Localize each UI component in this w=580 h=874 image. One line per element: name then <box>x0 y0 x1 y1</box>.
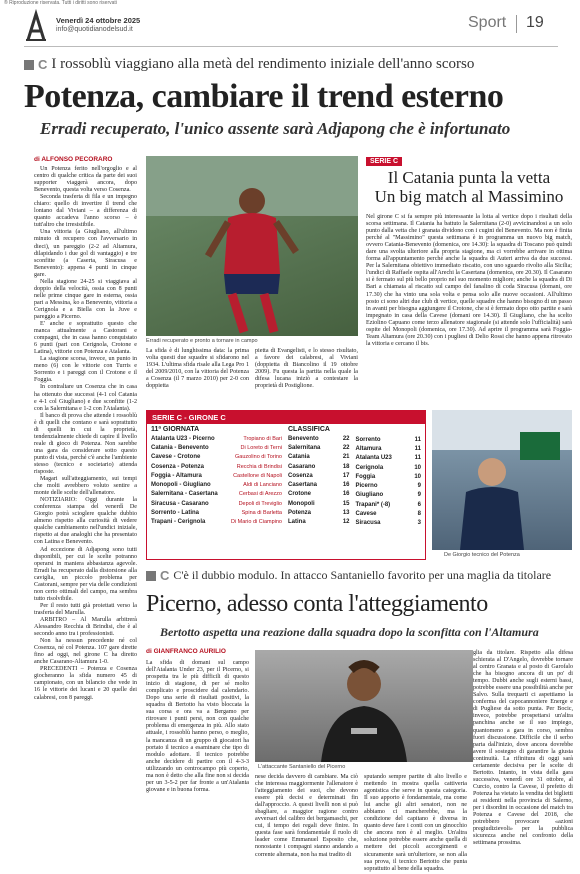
santaniello-photo <box>255 650 473 762</box>
team-name: Cosenza <box>287 472 313 479</box>
picerno-col2: nese decida davvero di cambiare. Ma ciò che interessa maggiormente l'allenatore è l'atteggiamento dei suoi, che devono essere più decisi e determinati fin dall'approccio. A questi livelli non si può sbagliare, a maggior ragione contro avversari del calibro dei bergamaschi, per cui, il tempo dei regali deve finire. In questa fase sarà fondamentale il ruolo di leader come Emmanuel Esposito che, nonostante i compagni stanno andando a corrente alternata, non ha mai tradito di <box>255 774 358 858</box>
standing-row <box>288 508 350 517</box>
standing-row <box>288 480 350 489</box>
standing-row <box>356 481 422 490</box>
match-referee: Tropiano di Bari <box>243 435 282 442</box>
issue-date: Venerdì 24 ottobre 2025 <box>56 16 141 25</box>
team-points: 15 <box>342 500 350 507</box>
team-name: Catania <box>287 454 310 461</box>
erradi-photo <box>146 156 358 336</box>
picerno-kicker-row <box>146 568 551 583</box>
masthead <box>0 8 580 52</box>
standing-row <box>356 500 422 509</box>
main-headline: Potenza, cambiare il trend esterno <box>24 78 504 115</box>
match-name: Foggia - Altamura <box>151 472 202 479</box>
paragraph: NOTIZIARIO: Oggi durante la conferenza stampa del venerdì De Giorgio potrà scioglere qualche dubbio almeno rispetto alla curiosità di vedere qualche cambiamento nell'undici iniziale, rispetto ai due analoghi che ha presentato con Latina e Benevento. <box>34 497 137 546</box>
standing-row <box>288 434 350 443</box>
result-row <box>151 490 282 499</box>
paragraph: La stagione scorsa, invece, un punto in meno (6) con le vittorie con Turris e Sorrento e i pareggi con il Crotone e il Foggia. <box>34 356 137 384</box>
match-name: Sorrento - Latina <box>151 510 200 517</box>
paragraph: ARBITRO – Al Marulla arbitrerà Alessandro Recchia di Brindisi, che è al secondo anno tra i professionisti. <box>34 617 137 638</box>
team-name: Casertana <box>287 482 317 489</box>
team-name: Potenza <box>287 510 311 517</box>
result-row <box>151 499 282 508</box>
results-column <box>151 426 282 528</box>
newspaper-logo-icon <box>24 12 48 42</box>
standing-row <box>288 462 350 471</box>
results-box <box>146 410 426 560</box>
standing-row <box>288 443 350 452</box>
player-portrait-icon <box>255 650 473 762</box>
match-name: Siracusa - Casarano <box>151 500 209 507</box>
paragraph: Seconda trasferta di fila e un impegno chiaro: quello di invertire il trend che lontano dal Viviani – a differenza di quanto accadeva l'anno scorso – è tutt'altro che irresistibile. <box>34 194 137 229</box>
main-col2: La sfida è di lunghissima data: la prima volta questi due squadre si sfidarono nel 1934. L'ultima sfida risale alla Lega Pro 1 del 2009/2010, con la vittoria del Potenza a Cosenza (il 7 marzo 2010) per 2-0 con doppietta <box>146 348 249 390</box>
team-name: Altamura <box>355 445 382 452</box>
picerno-col3: sputando sempre partite di alto livello e mettendo in mostra quella cattiveria agonistica che serve in questa categoria. Il suo apporto è fondamentale, ma come lui anche gli altri senatori, non ne abbiamo ci mancherebbe, ma la condizione del capitano è diversa in quanto deve fare i conti con un ginocchio che ancora non è al meglio. Un'altra soluzione potrebbe essere anche quella di mettere dei piccoli accorgimenti e sicuramente sarà un'ulteriore, se non alla sua prova, il tecnico Bertotto che punta soprattutto al bene della squadra. <box>364 774 467 872</box>
match-name: Cavese - Crotone <box>151 454 201 461</box>
team-name: Salernitana <box>287 444 321 451</box>
team-points: 17 <box>342 472 350 479</box>
match-referee: Di Mario di Ciampino <box>230 519 282 526</box>
picerno-col1: La sfida di domani sul campo dell'Atalanta Under 23, per il Picerno, si prospetta tra le più difficili di questo inizio di stagione, di per sé molto complicato e proscidere dal calendario. Dopo una serie di risultati positivi, la squadra di Bertotto ha visto bloccata la sua corsa e ora va a Bergamo per ritrovare i punti persi, non con qualche problema di emergenza in più. Allo stato attuale, i rossoblù hanno perso, o meglio, la mancanza di un gruppo di giocatori ha portato il tecnico a esaminare che tipo di modulo adottare. Il tecnico potrebbe anche decidere di partire con il 4-3-3 utilizzando un centrocampo più coperto, ma non è detto che alla fine non si decida per un 3-5-2 per far fronte a un'Atalanta giovane e in buona forma. <box>146 660 249 793</box>
team-name: Monopoli <box>287 500 315 507</box>
paragraph: In contraltare un Cosenza che in casa ha ottenuto due successi (4-1 col Catania e 4-1 col Giugliano) e due sconfitte (1-2 con la Salernitana e 1-2 con l'Atalanta). <box>34 384 137 412</box>
page-number: 19 <box>526 14 544 31</box>
paragraph: E' anche e soprattutto questo che manca attualmente a Castorani e compagni, che in casa hanno conquistato 6 punti (pari con Cerignola, Crotone e Latina), vittorie con Potenza e Atalanta. <box>34 321 137 356</box>
match-name: Monopoli - Giugliano <box>151 482 211 489</box>
paragraph: Un Potenza ferito nell'orgoglio e al centro di qualche critica da parte dei suoi supporter viaggerà ancora, dopo Benevento, questa volta verso Cosenza. <box>34 166 137 194</box>
team-name: Benevento <box>287 435 319 442</box>
team-points: 18 <box>342 463 350 470</box>
match-referee: Depoli di Treviglio <box>238 500 282 507</box>
result-row <box>151 480 282 489</box>
catania-section-label: SERIE C <box>366 157 402 166</box>
main-subhead: Erradi recuperato, l'unico assente sarà Adjapong che è infortunato <box>40 119 511 138</box>
result-row <box>151 471 282 480</box>
team-points: 10 <box>414 473 421 480</box>
team-points: 11 <box>414 455 421 462</box>
standing-row <box>356 519 422 528</box>
match-name: Cosenza - Potenza <box>151 463 205 470</box>
standing-row <box>356 509 422 518</box>
section-name: Sport <box>468 14 507 31</box>
photo-caption: Erradi recuperato e pronto a tornare in campo <box>146 338 258 344</box>
catania-headline: Il Catania punta la vetta Un big match al Massimino <box>374 168 564 206</box>
contact-email[interactable]: info@quotidianodelsud.it <box>56 26 133 33</box>
player-figure-icon <box>146 156 358 336</box>
team-points: 16 <box>342 491 350 498</box>
team-points: 11 <box>414 436 421 443</box>
match-referee: Di Loreto di Terni <box>240 444 282 451</box>
standing-row <box>356 444 422 453</box>
result-row <box>151 518 282 527</box>
standings-right <box>356 426 422 528</box>
result-row <box>151 508 282 517</box>
match-referee: Recchia di Brindisi <box>236 463 282 470</box>
standings-title: CLASSIFICA <box>287 426 330 433</box>
match-referee: Aldi di Lanciano <box>243 482 282 489</box>
main-kicker: I rossoblù viaggiano alla metà del rendimento iniziale dell'anno scorso <box>51 56 475 72</box>
masthead-separator <box>516 15 517 33</box>
paragraph: Magari sull'atteggiamento, sui tempi che molti avrebbero voluto sentire a monte delle scelte dell'allenatore. <box>34 476 137 497</box>
team-points: 10 <box>414 464 421 471</box>
round-title: 11ª GIORNATA <box>151 426 200 433</box>
team-name: Cavese <box>355 511 377 518</box>
copyright-notice: ® Riproduzione riservata. Tutti i diritti sono riservati <box>4 0 117 6</box>
standing-row <box>288 453 350 462</box>
team-points: 12 <box>342 519 350 526</box>
coach-photo <box>432 410 572 550</box>
team-name: Trapani* (-8) <box>355 501 391 508</box>
coach-figure-icon <box>432 410 572 550</box>
picerno-col4: glia da titolare. Rispetto alla difesa schierata al D'Angelo, dovrebbe tornare al centro Granata e al posto di Garofalo che ha bisogno ancora di un po' di tempo. Dubbi anche sugli esterni bassi, potrebbe essere una possibilità anche per Salvo. Sulla trequarti ci aspettiamo la conferma del capocannoniere Energe e di Pugliese da sotto punta. Per Bocic, invece, potrebbe prospettarsi un'altra panchina anche se il suo impiego, quantomeno a gara in corso, sembra fuori discussione. Difficile che il serbo parta dall'inizio, dove ancora dovrebbe avere il sostegno di garantire la giusta continuità. La rifinitura di oggi sarà certamente decisiva per le scelte di Bertotto. Intanto, in vista della gara successiva, venerdì ore 31 ottobre, al Curcio, contro la Cavese, il prefetto di Potenza ha vietato la vendita dei biglietti ai residenti nella provincia di Salerno, per i disordini in occasione del match tra Potenza e Cavese del 2018, che potrebbero provocare «azioni pregiudizievoli» per la pubblica sicurezza anche nel confronto della settimana prossima. <box>473 650 573 847</box>
standings-right-list <box>356 435 422 528</box>
paragraph: Non ha nessun precedente né col Cosenza, né col Potenza. 107 gare dirette fino ad oggi, nel girone C ha diretto anche Casarano-Altamura 1-0. <box>34 638 137 666</box>
team-points: 9 <box>417 483 421 490</box>
match-name: Salernitana - Casertana <box>151 491 218 498</box>
team-points: 16 <box>342 482 350 489</box>
team-name: Crotone <box>287 491 311 498</box>
catania-text: Nel girone C si fa sempre più interessante la lotta al vertice dopo i risultati della scorsa settimana. Il Catania ha battuto la Salernitana (2-0) avvicinandosi a un solo punto dalla vetta che i granata dividono con i cugini del Benevento. Ma non è finita perché al "Massimino" questa settimana è in programma un nuovo big match, ovvero Catania-Benevento (domenica, ore 14.30): la squadra di Toscano può quindi dare una svolta ulteriore alla propria stagione, ma ci vorrebbe arrivare in ottima forma all'appuntamento perché anche la squadra di Auteri arriva da due successi. Per la Salernitana obiettivo immediato riscatto, con uno sguardo rivolto alla Sicilia; l'undici di Raffaele ospita all'Arechi la Casertana (domenica, ore 20.30). Il Casarano si è fermato sul più bello proprio nel suo momento migliore; anche la squadra di Di Bari a chiamata al riscatto sul campo del fanalino di coda Siracusa (domani, ore 17.30) che ha vinto una sola volta e pensa solo alle nuove occasioni. All'ultimo posto ci sono altri due club di vertice, quelle squadre che hanno bisogno di un passo in avanti per bisogna aggiungere il Crotone, che si è fermato dopo otto partite e sarà impegnato in casa della Cavese (domani ore 14.30). Il Giugliano, che ha scelto Eziolino Capuano come terzo allenatore stagionale (si attende solo l'ufficialità) sarà ospite del Monopoli (domenica, ore 17.30). Ad aprire il programma sarà Foggia-Team Altamura (ore 20.30) con i pugliesi di Delio Rossi che hanno appena ritrovato la vittoria e cercano il bis. <box>366 214 572 347</box>
team-name: Foggia <box>355 473 376 480</box>
standings-left-list <box>288 434 350 527</box>
picerno-kicker: C'è il dubbio modulo. In attacco Santaniello favorito per una maglia da titolare <box>173 568 552 582</box>
square-bullet-icon <box>24 60 34 70</box>
standings-left <box>288 426 350 528</box>
standing-row <box>288 471 350 480</box>
team-points: 8 <box>417 511 421 518</box>
main-col1 <box>34 166 137 866</box>
team-points: 21 <box>342 454 350 461</box>
picerno-headline: Picerno, adesso conta l'atteggiamento <box>146 591 488 617</box>
section-badge: C <box>38 57 48 72</box>
team-points: 6 <box>417 501 421 508</box>
standing-row <box>356 454 422 463</box>
match-referee: Spina di Barletta <box>241 510 282 517</box>
paragraph: Una vittoria (a Giugliano, all'ultimo minuto di recupero con l'avversario in dieci), un pareggio (2-2 ad Altamura, dilapidando i due gol di vantaggio) e tre sconfitte (a Caserta, Siracusa e Benevento): appena 4 punti in cinque gare. <box>34 229 137 278</box>
standing-row <box>356 435 422 444</box>
match-referee: Castellone di Napoli <box>233 472 282 479</box>
match-name: Atalanta U23 - Picerno <box>151 435 215 442</box>
match-name: Catania - Benevento <box>151 444 209 451</box>
standing-row <box>356 491 422 500</box>
team-points: 11 <box>414 445 421 452</box>
standing-row <box>288 490 350 499</box>
coach-caption: De Giorgio tecnico del Potenza <box>444 552 520 558</box>
team-name: Casarano <box>287 463 316 470</box>
standing-row <box>356 463 422 472</box>
team-points: 22 <box>342 435 350 442</box>
picerno-byline: di GIANFRANCO AURILIO <box>146 648 226 655</box>
section-badge: C <box>160 568 170 583</box>
paragraph: Il banco di prova che attende i rossoblù è di quelli che contano e sarà soprattutto di quelli in cui la proprietà, tendenzialmente chiede di capire il livello reale di gioco di Potenza. Non sarebbe una gara da considerare sotto questo punto di vista, perché c'è anche l'ambiente stesso (tecnico e societario) attenda risposte. <box>34 412 137 476</box>
result-row <box>151 453 282 462</box>
team-name: Giugliano <box>355 492 384 499</box>
team-points: 13 <box>342 510 350 517</box>
masthead-rule <box>24 46 558 47</box>
paragraph: Ad eccezione di Adjapong sono tutti disponibili, per cui le scelte potranno operarsi in maniera abbastanza agevole. Erradi ha recuperato dalla distorsione alla caviglia, un piccolo problema per Castorani, sempre per via delle condizioni non certo ottimali del campo, ma sembra tutto risolvibile. <box>34 546 137 602</box>
main-byline: di ALFONSO PECORARO <box>34 156 113 163</box>
team-name: Siracusa <box>355 520 381 527</box>
standing-row <box>356 472 422 481</box>
match-referee: Gauzolino di Torino <box>235 454 282 461</box>
team-name: Latina <box>287 519 306 526</box>
paragraph: PRECEDENTI – Potenza e Cosenza giocheranno la sfida numero 45 di campionato, con un bilancio che vede in 16 le vittorie dei lucani e 20 quelle dei calabresi, con 8 pareggi. <box>34 666 137 701</box>
team-name: Cerignola <box>355 464 384 471</box>
main-kicker-row <box>24 56 474 73</box>
result-row <box>151 434 282 443</box>
paragraph: Nella stagione 24-25 si viaggiava al doppio della velocità, ossia con 8 punti nelle prime cinque gare in esterna, ossia pari a Messina, ko a Benevento, vittoria a Cerignola e a Biella con la Juve e pareggio a Picerno. <box>34 278 137 320</box>
team-name: Atalanta U23 <box>355 455 392 462</box>
main-col3: pietta di Evangelisti, e lo stesso risultato, a favore dei calabresi, al Viviani (doppietta di Biancolino il 19 ottobre 2009). Fu questa la partita nella quale la difesa lucana iniziò a contestare la proprietà di Postiglione. <box>255 348 358 390</box>
team-name: Picerno <box>355 483 378 490</box>
paragraph: Per il resto tutti già proiettati verso la trasferta del Marulla. <box>34 602 137 616</box>
result-row <box>151 462 282 471</box>
team-points: 3 <box>417 520 421 527</box>
results-box-header: SERIE C - GIRONE C <box>147 411 425 424</box>
result-row <box>151 443 282 452</box>
team-name: Sorrento <box>355 436 381 443</box>
match-name: Trapani - Cerignola <box>151 519 206 526</box>
square-bullet-icon <box>146 571 156 581</box>
standing-row <box>288 518 350 527</box>
standing-row <box>288 499 350 508</box>
picerno-subhead: Bertotto aspetta una reazione dalla squadra dopo la sconfitta con l'Altamura <box>160 625 539 639</box>
team-points: 9 <box>417 492 421 499</box>
team-points: 22 <box>342 444 350 451</box>
santaniello-caption: L'attaccante Santaniello del Picerno <box>258 764 346 770</box>
results-list <box>151 434 282 527</box>
match-referee: Cerbasi di Arezzo <box>238 491 282 498</box>
